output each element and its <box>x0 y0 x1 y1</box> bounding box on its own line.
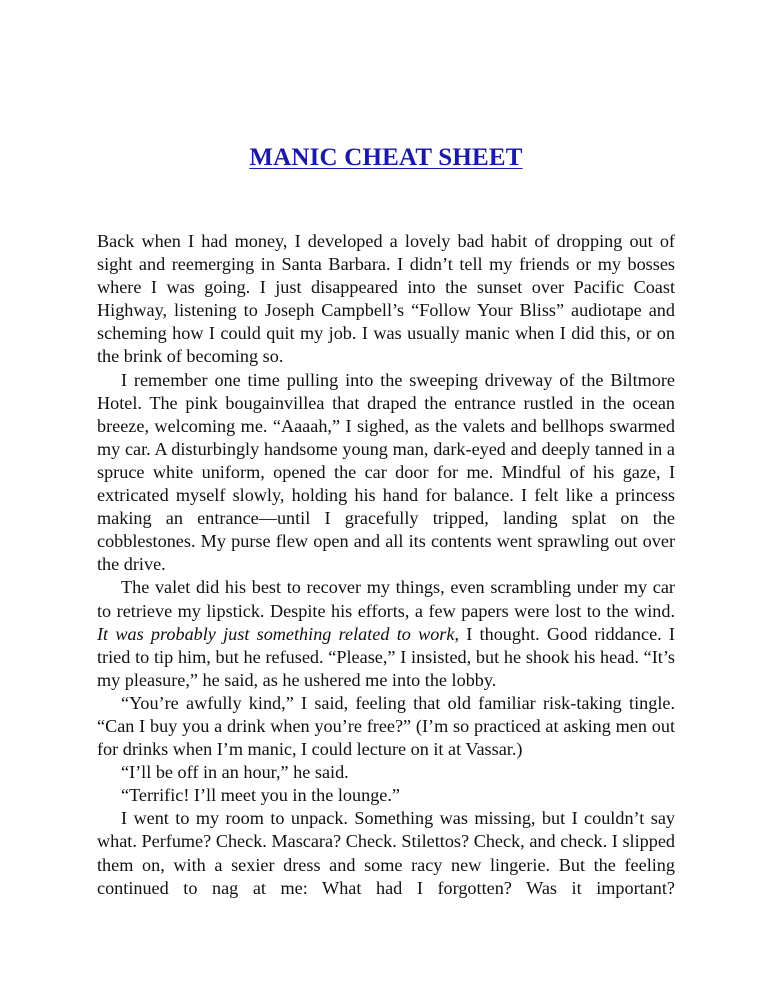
paragraph-text: “You’re awfully kind,” I said, feeling that old familiar risk-taking tingle. “Can I buy you a drink when you’re free?” (I’m so practiced at asking men out for drinks when I’m manic, I could lecture on it at Vassar.) <box>97 692 675 760</box>
paragraph-4 <box>97 692 675 761</box>
paragraph-text: Back when I had money, I developed a lovely bad habit of dropping out of sight and reemerging in Santa Barbara. I didn’t tell my friends or my bosses where I was going. I just disappeared into the sunset over Pacific Coast Highway, listening to Joseph Campbell’s “Follow Your Bliss” audiotape and scheming how I could quit my job. I was usually manic when I did this, or on the brink of becoming so. <box>97 231 675 367</box>
paragraph-text: I remember one time pulling into the sweeping driveway of the Biltmore Hotel. The pink bougainvillea that draped the entrance rustled in the ocean breeze, welcoming me. “Aaaah,” I sighed, as the valets and bellhops swarmed my car. A disturbingly handsome young man, dark-eyed and deeply tanned in a spruce white uniform, opened the car door for me. Mindful of his gaze, I extricated myself slowly, holding his hand for balance. I felt like a princess making an entrance—until I gracefully tripped, landing splat on the cobblestones. My purse flew open and all its contents went sprawling out over the drive. <box>97 369 675 575</box>
body-text <box>97 230 675 900</box>
paragraph-2 <box>97 369 675 577</box>
page-title: MANIC CHEAT SHEET <box>249 144 523 171</box>
paragraph-text: The valet did his best to recover my things, even scrambling under my car to retrieve my lipstick. Despite his efforts, a few papers were lost to the wind. <box>97 577 675 621</box>
paragraph-5 <box>97 761 675 784</box>
paragraph-1 <box>97 230 675 369</box>
paragraph-text: “I’ll be off in an hour,” he said. <box>121 762 349 783</box>
paragraph-7 <box>97 807 675 899</box>
paragraph-text: , I thought. Good riddance. I tried to tip him, but he refused. “Please,” I insisted, but he shook his head. “It’s my pleasure,” he said, as he ushered me into the lobby. <box>97 623 675 690</box>
paragraph-3 <box>97 576 675 691</box>
paragraph-6 <box>97 784 675 807</box>
paragraph-text: I went to my room to unpack. Something was missing, but I couldn’t say what. Perfume? Check. Mascara? Check. Stilettos? Check, and check. I slipped them on, with a sexier dress and some racy new lingerie. But the feeling continued to nag at me: What had I forgotten? Was it important? <box>97 808 675 898</box>
paragraph-text: “Terrific! I’ll meet you in the lounge.” <box>121 785 401 806</box>
italic-thought: It was probably just something related to work <box>97 623 455 644</box>
